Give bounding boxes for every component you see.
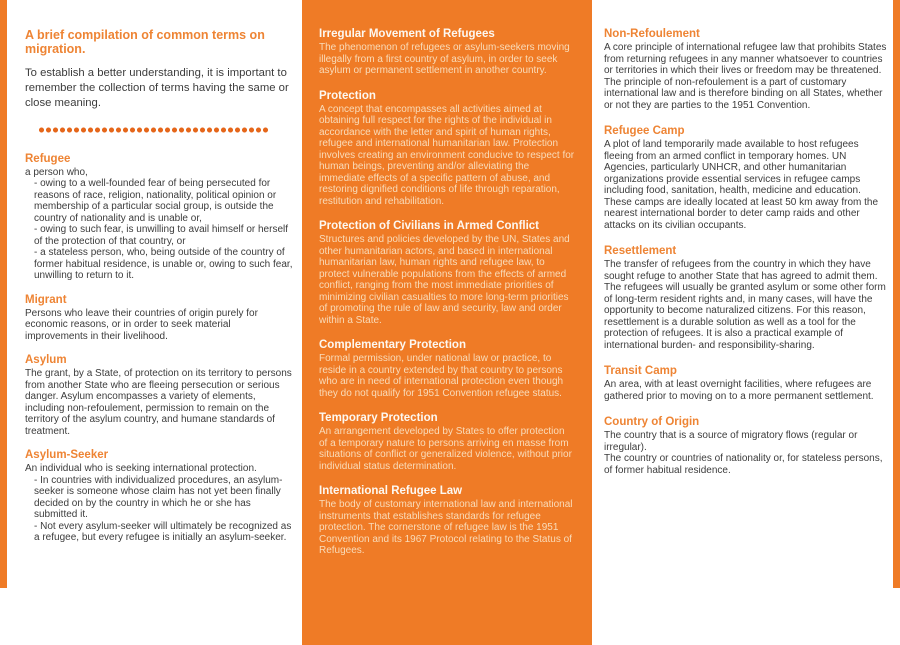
right-column	[604, 0, 890, 490]
right-edge-accent-bar	[893, 0, 900, 588]
term-irregular-movement	[319, 28, 575, 77]
term-text: A concept that encompasses all activities aimed at obtaining full respect for the rights of the individual in accordance with the letter and spirit of human rights, refugee and international humanitarian law. Protection involves creating an environment conducive to respect for human beings, preventing and/or alleviating the immediate effects of a specific pattern of abuse, and restoring dignified conditions of life through reparation, restitution and rehabilitation.	[319, 103, 575, 207]
term-text: An individual who is seeking international protection.	[25, 463, 257, 475]
term-heading: Non-Refoulement	[604, 28, 700, 40]
term-text: Persons who leave their countries of origin purely for economic reasons, or in order to seek material improvements in their livelihood.	[25, 307, 258, 342]
term-heading: Protection	[319, 89, 376, 102]
term-text: - In countries with individualized procedures, an asylum-seeker is someone whose claim has not yet been finally decided on by the country in which he or she has submitted it.	[34, 474, 283, 521]
term-text: a person who,	[25, 166, 88, 178]
term-heading: Resettlement	[604, 245, 677, 257]
term-text: - owing to a well-founded fear of being persecuted for reasons of race, religion, nationality, political opinion or membership of a particular social group, is outside the country of nationality and is unable or,	[34, 178, 277, 224]
term-asylum-seeker	[25, 449, 293, 544]
term-heading: Complementary Protection	[319, 339, 466, 351]
term-text: An arrangement developed by States to offer protection of a temporary nature to persons arriving en masse from situations of conflict or generalized violence, without prior individual status determination.	[319, 426, 572, 472]
term-international-refugee-law	[319, 485, 575, 557]
term-non-refoulement	[604, 28, 890, 111]
left-column	[25, 0, 293, 556]
term-text: - Not every asylum-seeker will ultimately be recognized as a refugee, but every refugee is initially an asylum-seeker.	[34, 520, 292, 544]
term-heading: Irregular Movement of Refugees	[319, 28, 495, 40]
dotted-separator	[38, 127, 269, 133]
term-protection	[319, 90, 575, 208]
term-resettlement	[604, 245, 890, 351]
term-refugee-camp	[604, 125, 890, 231]
term-text: A plot of land temporarily made available to host refugees fleeing from an armed conflict in temporary homes. UN Agencies, particularly UNHCR, and other humanitarian organizations provide essential services in refugee camps including food, sanitation, health, medicine and education. These camps are ideally located at least 50 km away from the nearest international border to deter camp raids and other attacks on its civilian occupants.	[604, 139, 879, 231]
term-transit-camp	[604, 365, 890, 402]
intro-text: To establish a better understanding, it is important to remember the collection of terms having the same or close meaning.	[25, 67, 289, 109]
term-text: An area, with at least overnight facilities, where refugees are gathered prior to moving on to a more permanent settlement.	[604, 379, 874, 402]
term-heading: Refugee	[25, 152, 71, 165]
term-migrant	[25, 294, 293, 343]
term-refugee	[25, 153, 293, 282]
term-text: The phenomenon of refugees or asylum-seekers moving illegally from a first country of asylum, in order to seek asylum or permanent settlement in another country.	[319, 42, 570, 76]
left-edge-accent-bar	[0, 0, 7, 588]
term-heading: International Refugee Law	[319, 485, 463, 497]
term-temporary-protection	[319, 412, 575, 472]
term-heading: Migrant	[25, 293, 67, 306]
term-heading: Temporary Protection	[319, 412, 438, 424]
term-protection-of-civilians	[319, 220, 575, 326]
term-text: - a stateless person, who, being outside of the country of former habitual residence, is unable or, owing to such fear, unwilling to return to it.	[34, 247, 293, 282]
page-title: A brief compilation of common terms on migration.	[25, 28, 265, 56]
term-text: Formal permission, under national law or practice, to reside in a country extended by that country to persons who are in need of international protection even though they do not qualify for 1951 Convention refugee status.	[319, 353, 564, 399]
middle-orange-panel	[302, 0, 592, 645]
term-asylum	[25, 354, 293, 437]
term-heading: Transit Camp	[604, 365, 677, 377]
term-heading: Asylum	[25, 354, 67, 367]
term-heading: Protection of Civilians in Armed Conflict	[319, 220, 540, 232]
term-text: The country that is a source of migratory flows (regular or irregular).	[604, 430, 858, 453]
term-heading: Refugee Camp	[604, 125, 685, 137]
term-text: A core principle of international refugee law that prohibits States from returning refugees in any manner whatsoever to countries or territories in which their lives or freedom may be threatened. The principle of non-refoulement is a part of customary international law and is therefore binding on all States, whether or not they are parties to the 1951 Convention.	[604, 42, 887, 111]
term-text: The grant, by a State, of protection on its territory to persons from another State who are fleeing persecution or serious danger. Asylum encompasses a variety of elements, including non-refoulement, permission to remain on the territory of the asylum country, and humane standards of treatment.	[25, 368, 292, 437]
term-heading: Country of Origin	[604, 416, 700, 428]
term-text: The body of customary international law and international instruments that establishes standards for refugee protection. The cornerstone of refugee law is the 1951 Convention and its 1967 Protocol relating to the Status of Refugees.	[319, 499, 573, 556]
term-text: The transfer of refugees from the country in which they have sought refuge to another State that has agreed to admit them. The refugees will usually be granted asylum or some other form of long-term resident rights and, in many cases, will have the opportunity to become naturalized citizens. For this reason, resettlement is a durable solution as well as a tool for the protection of refugees. It is also a practical example of international burden- and responsibility-sharing.	[604, 259, 886, 351]
term-complementary-protection	[319, 339, 575, 399]
term-heading: Asylum-Seeker	[25, 449, 109, 462]
term-text: - owing to such fear, is unwilling to avail himself or herself of the protection of that country, or	[34, 224, 289, 247]
term-country-of-origin	[604, 416, 890, 476]
term-text: Structures and policies developed by the UN, States and other humanitarian actors, and based in international humanitarian law, human rights and refugee law, to protect vulnerable populations from the effects of armed conflict, ranging from the most immediate priorities of minimizing civilian casualties to more long-term priorities of promoting the rule of law and security, law and order within a State.	[319, 234, 570, 326]
term-text: The country or countries of nationality or, for stateless persons, of former habitual residence.	[604, 453, 883, 476]
